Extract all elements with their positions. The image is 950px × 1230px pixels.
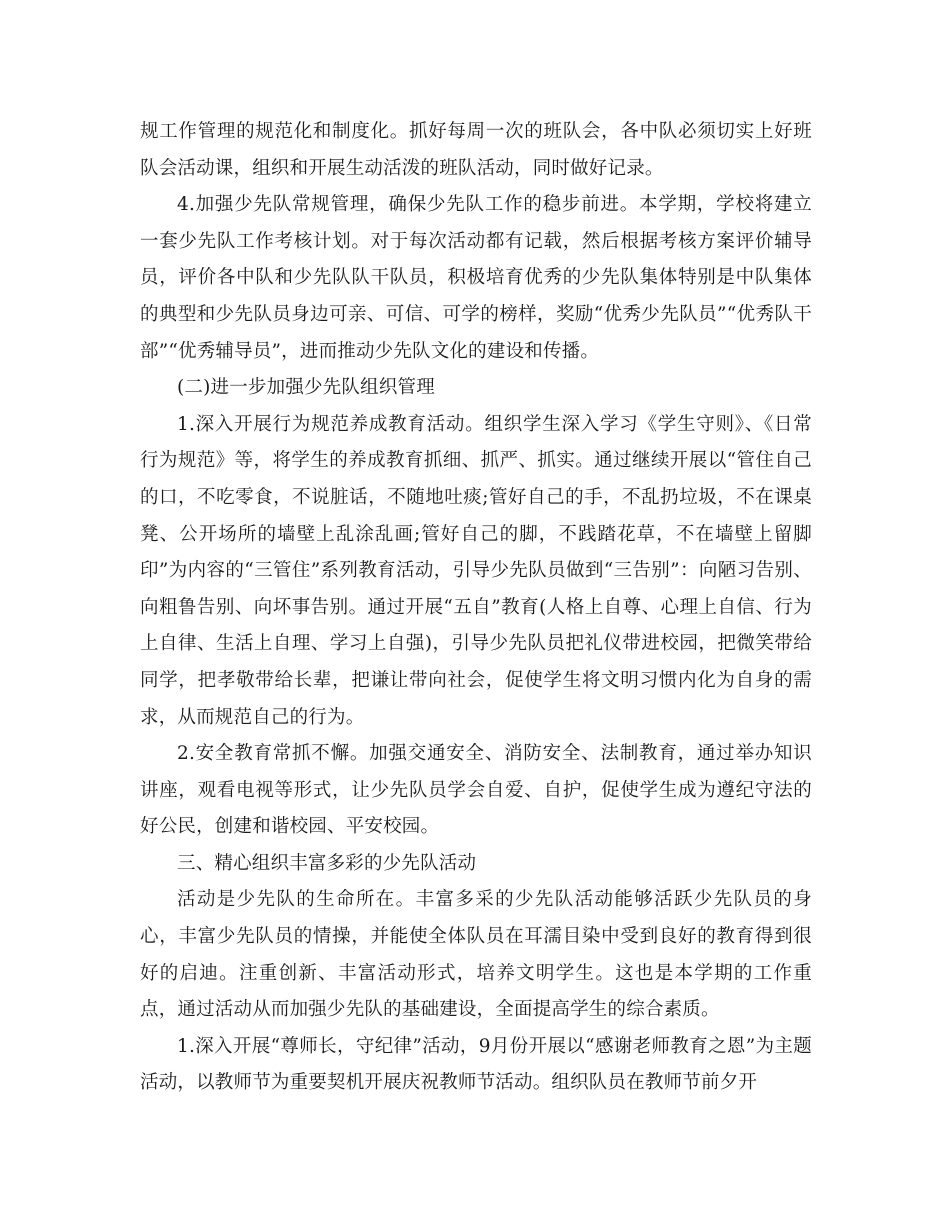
paragraph-item-4-routine-management: 4.加强少先队常规管理，确保少先队工作的稳步前进。本学期，学校将建立一套少先队工作考核计划。对于每次活动都有记载，然后根据考核方案评价辅导员，评价各中队和少先队队干队员，积极培育优秀的少先队集体特别是中队集体的典型和少先队员身边可亲、可信、可学的榜样，奖励“优秀少先队员”“优秀队干部”“优秀辅导员”，进而推动少先队文化的建设和传播。	[140, 194, 812, 362]
section-heading-organization-management: (二)进一步加强少先队组织管理	[177, 377, 435, 399]
paragraph-activities-intro: 活动是少先队的生命所在。丰富多采的少先队活动能够活跃少先队员的身心，丰富少先队员的情操，并能使全体队员在耳濡目染中受到良好的教育得到很好的启迪。注重创新、丰富活动形式，培养文明学生。这也是本学期的工作重点，通过活动从而加强少先队的基础建设，全面提高学生的综合素质。	[140, 889, 812, 1021]
paragraph-item-2-safety-education: 2.安全教育常抓不懈。加强交通安全、消防安全、法制教育，通过举办知识讲座，观看电视等形式，让少先队员学会自爱、自护，促使学生成为遵纪守法的好公民，创建和谐校园、平安校园。	[140, 743, 812, 838]
document-body	[140, 114, 812, 1102]
paragraph-item-1-behavior-education: 1.深入开展行为规范养成教育活动。组织学生深入学习《学生守则》、《日常行为规范》等，将学生的养成教育抓细、抓严、抓实。通过继续开展以“管住自己的口，不吃零食，不说脏话，不随地吐痰;管好自己的手，不乱扔垃圾，不在课桌凳、公开场所的墙壁上乱涂乱画;管好自己的脚，不践踏花草，不在墙壁上留脚印”为内容的“三管住”系列教育活动，引导少先队员做到“三告别”：向陋习告别、向粗鲁告别、向坏事告别。通过开展“五自”教育(人格上自尊、心理上自信、行为上自律、生活上自理、学习上自强)，引导少先队员把礼仪带进校园，把微笑带给同学，把孝敬带给长辈，把谦让带向社会，促使学生将文明习惯内化为自身的需求，从而规范自己的行为。	[140, 413, 812, 728]
paragraph-continued-routine-management: 规工作管理的规范化和制度化。抓好每周一次的班队会，各中队必须切实上好班队会活动课，组织和开展生动活泼的班队活动，同时做好记录。	[140, 121, 812, 179]
paragraph-item-1-respect-teachers: 1.深入开展“尊师长，守纪律”活动，9月份开展以“感谢老师教育之恩”为主题活动，以教师节为重要契机开展庆祝教师节活动。组织队员在教师节前夕开	[140, 1035, 812, 1094]
section-heading-activities: 三、精心组织丰富多彩的少先队活动	[177, 852, 477, 874]
